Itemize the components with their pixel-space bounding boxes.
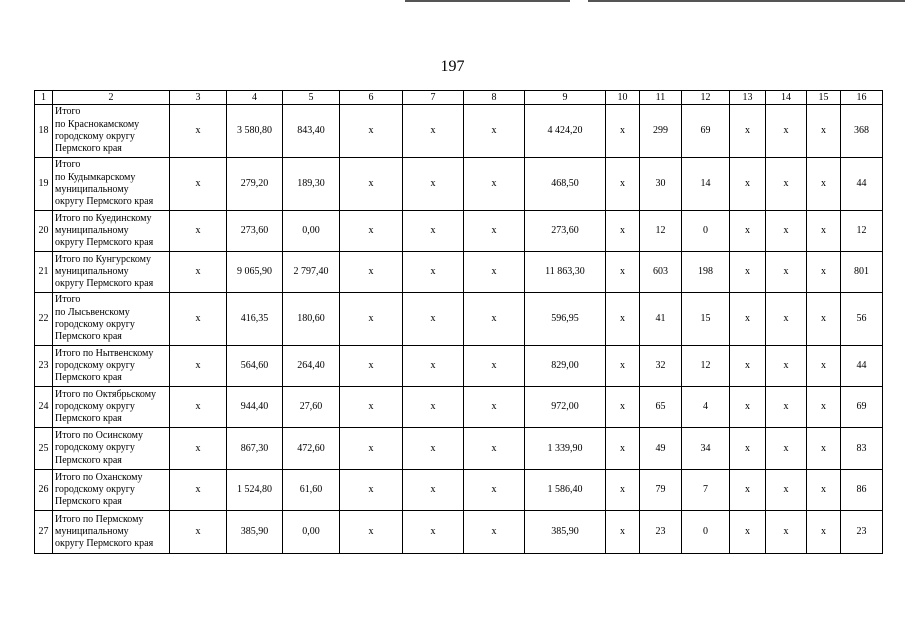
table-cell: 468,50 xyxy=(525,158,606,211)
table-cell: x xyxy=(403,252,464,293)
table-cell: 4 424,20 xyxy=(525,105,606,158)
table-cell: x xyxy=(766,252,807,293)
row-name-cell: Итого по Октябрьскому городскому округу Пермского края xyxy=(53,387,170,428)
table-cell: x xyxy=(766,470,807,511)
top-rule-left xyxy=(405,0,570,2)
table-cell: 69 xyxy=(682,105,730,158)
column-header-4: 4 xyxy=(227,91,283,105)
table-cell: x xyxy=(807,387,841,428)
table-cell: x xyxy=(606,387,640,428)
table-cell: x xyxy=(403,293,464,346)
row-name-cell: Итого по Лысьвенскому городскому округу Пермского края xyxy=(53,293,170,346)
table-cell: 12 xyxy=(682,346,730,387)
table-cell: 368 xyxy=(841,105,883,158)
table-cell: 83 xyxy=(841,428,883,470)
table-cell: 0,00 xyxy=(283,211,340,252)
row-number-cell: 27 xyxy=(35,511,53,554)
table-cell: x xyxy=(170,346,227,387)
table-cell: 56 xyxy=(841,293,883,346)
table-cell: 972,00 xyxy=(525,387,606,428)
table-row xyxy=(35,105,883,158)
table-row xyxy=(35,252,883,293)
page-number: 197 xyxy=(440,58,465,75)
table-cell: x xyxy=(766,293,807,346)
row-number-cell: 25 xyxy=(35,428,53,470)
table-cell: x xyxy=(730,428,766,470)
table-cell: x xyxy=(403,105,464,158)
table-cell: 79 xyxy=(640,470,682,511)
table-cell: 279,20 xyxy=(227,158,283,211)
table-cell: x xyxy=(807,211,841,252)
table-row xyxy=(35,511,883,554)
row-number-cell: 21 xyxy=(35,252,53,293)
table-cell: 603 xyxy=(640,252,682,293)
table-cell: 86 xyxy=(841,470,883,511)
table-cell: 198 xyxy=(682,252,730,293)
table-cell: x xyxy=(340,346,403,387)
table-cell: x xyxy=(606,211,640,252)
table-cell: 801 xyxy=(841,252,883,293)
table-cell: x xyxy=(807,158,841,211)
table-row xyxy=(35,387,883,428)
table-cell: x xyxy=(730,470,766,511)
table-cell: x xyxy=(766,428,807,470)
table-cell: 0 xyxy=(682,211,730,252)
table-cell: 273,60 xyxy=(525,211,606,252)
table-cell: x xyxy=(170,511,227,554)
table-cell: 180,60 xyxy=(283,293,340,346)
table-cell: x xyxy=(807,252,841,293)
column-header-1: 1 xyxy=(35,91,53,105)
table-cell: x xyxy=(730,387,766,428)
row-number-cell: 23 xyxy=(35,346,53,387)
table-cell: 189,30 xyxy=(283,158,340,211)
table-cell: x xyxy=(766,387,807,428)
table-cell: 299 xyxy=(640,105,682,158)
table-cell: x xyxy=(464,252,525,293)
table-cell: x xyxy=(730,211,766,252)
table-cell: x xyxy=(730,105,766,158)
column-header-16: 16 xyxy=(841,91,883,105)
table-cell: x xyxy=(340,511,403,554)
column-header-15: 15 xyxy=(807,91,841,105)
table-cell: 61,60 xyxy=(283,470,340,511)
table-cell: x xyxy=(403,387,464,428)
data-table xyxy=(34,90,883,554)
table-cell: 23 xyxy=(841,511,883,554)
table-cell: x xyxy=(464,293,525,346)
table-cell: x xyxy=(766,158,807,211)
table-row xyxy=(35,211,883,252)
table-cell: x xyxy=(340,211,403,252)
table-cell: 867,30 xyxy=(227,428,283,470)
column-header-3: 3 xyxy=(170,91,227,105)
table-cell: 15 xyxy=(682,293,730,346)
table-cell: 1 524,80 xyxy=(227,470,283,511)
table-cell: x xyxy=(807,293,841,346)
table-cell: x xyxy=(403,428,464,470)
table-cell: 0 xyxy=(682,511,730,554)
table-cell: x xyxy=(170,252,227,293)
table-cell: x xyxy=(807,428,841,470)
table-cell: x xyxy=(606,158,640,211)
table-cell: x xyxy=(730,293,766,346)
table-cell: 34 xyxy=(682,428,730,470)
row-number-cell: 22 xyxy=(35,293,53,346)
row-number-cell: 24 xyxy=(35,387,53,428)
header-row xyxy=(35,91,883,105)
table-cell: x xyxy=(403,470,464,511)
table-cell: 1 586,40 xyxy=(525,470,606,511)
table-cell: x xyxy=(170,387,227,428)
table-cell: 27,60 xyxy=(283,387,340,428)
table-row xyxy=(35,346,883,387)
column-header-11: 11 xyxy=(640,91,682,105)
table-cell: 7 xyxy=(682,470,730,511)
table-cell: 273,60 xyxy=(227,211,283,252)
table-cell: x xyxy=(464,105,525,158)
table-cell: x xyxy=(606,346,640,387)
row-number-cell: 18 xyxy=(35,105,53,158)
table-cell: x xyxy=(606,428,640,470)
table-cell: 32 xyxy=(640,346,682,387)
table-cell: 14 xyxy=(682,158,730,211)
table-cell: 23 xyxy=(640,511,682,554)
table-cell: x xyxy=(403,346,464,387)
table-cell: 385,90 xyxy=(227,511,283,554)
column-header-13: 13 xyxy=(730,91,766,105)
table-cell: x xyxy=(606,470,640,511)
table-cell: x xyxy=(340,252,403,293)
table-cell: 49 xyxy=(640,428,682,470)
table-cell: 44 xyxy=(841,158,883,211)
table-cell: x xyxy=(340,387,403,428)
table-cell: x xyxy=(403,511,464,554)
column-header-7: 7 xyxy=(403,91,464,105)
table-cell: x xyxy=(807,511,841,554)
table-cell: 1 339,90 xyxy=(525,428,606,470)
table-cell: x xyxy=(403,211,464,252)
table-cell: x xyxy=(340,105,403,158)
table-cell: 3 580,80 xyxy=(227,105,283,158)
row-name-cell: Итого по Пермскому муниципальному округу Пермского края xyxy=(53,511,170,554)
table-row xyxy=(35,428,883,470)
row-number-cell: 19 xyxy=(35,158,53,211)
table-cell: x xyxy=(606,293,640,346)
table-cell: x xyxy=(464,470,525,511)
table-cell: x xyxy=(766,511,807,554)
table-cell: x xyxy=(606,105,640,158)
table-cell: x xyxy=(464,158,525,211)
table-cell: x xyxy=(170,428,227,470)
table-cell: x xyxy=(340,428,403,470)
table-cell: 264,40 xyxy=(283,346,340,387)
column-header-10: 10 xyxy=(606,91,640,105)
table-cell: x xyxy=(340,293,403,346)
table-cell: x xyxy=(807,470,841,511)
table-cell: x xyxy=(766,211,807,252)
table-cell: x xyxy=(766,105,807,158)
table-cell: 12 xyxy=(640,211,682,252)
table-cell: x xyxy=(464,428,525,470)
table-cell: x xyxy=(170,211,227,252)
row-name-cell: Итого по Нытвенскому городскому округу Пермского края xyxy=(53,346,170,387)
table-cell: x xyxy=(464,346,525,387)
table-cell: x xyxy=(730,252,766,293)
table-cell: x xyxy=(464,387,525,428)
table-cell: x xyxy=(606,511,640,554)
table-cell: x xyxy=(807,105,841,158)
table-cell: 4 xyxy=(682,387,730,428)
row-name-cell: Итого по Краснокамскому городскому округу Пермского края xyxy=(53,105,170,158)
row-name-cell: Итого по Куединскому муниципальному округу Пермского края xyxy=(53,211,170,252)
column-header-14: 14 xyxy=(766,91,807,105)
table-row xyxy=(35,158,883,211)
table-cell: 829,00 xyxy=(525,346,606,387)
table-cell: 65 xyxy=(640,387,682,428)
table-cell: x xyxy=(730,346,766,387)
column-header-2: 2 xyxy=(53,91,170,105)
table-row xyxy=(35,293,883,346)
table-cell: 30 xyxy=(640,158,682,211)
table-cell: x xyxy=(606,252,640,293)
row-name-cell: Итого по Осинскому городскому округу Пермского края xyxy=(53,428,170,470)
table-cell: 564,60 xyxy=(227,346,283,387)
table-row xyxy=(35,470,883,511)
column-header-8: 8 xyxy=(464,91,525,105)
table-cell: 44 xyxy=(841,346,883,387)
row-name-cell: Итого по Оханскому городскому округу Пермского края xyxy=(53,470,170,511)
table-cell: 944,40 xyxy=(227,387,283,428)
column-header-9: 9 xyxy=(525,91,606,105)
table-cell: 843,40 xyxy=(283,105,340,158)
table-cell: 9 065,90 xyxy=(227,252,283,293)
table-cell: 596,95 xyxy=(525,293,606,346)
table-cell: 11 863,30 xyxy=(525,252,606,293)
column-header-12: 12 xyxy=(682,91,730,105)
table-cell: 385,90 xyxy=(525,511,606,554)
table-cell: 0,00 xyxy=(283,511,340,554)
table-cell: x xyxy=(340,158,403,211)
table-cell: x xyxy=(170,470,227,511)
column-header-5: 5 xyxy=(283,91,340,105)
table-cell: 12 xyxy=(841,211,883,252)
row-name-cell: Итого по Кудымкарскому муниципальному округу Пермского края xyxy=(53,158,170,211)
table-cell: x xyxy=(170,158,227,211)
table-cell: x xyxy=(340,470,403,511)
table-cell: x xyxy=(170,105,227,158)
table-cell: 41 xyxy=(640,293,682,346)
row-number-cell: 20 xyxy=(35,211,53,252)
table-cell: 416,35 xyxy=(227,293,283,346)
table-cell: x xyxy=(807,346,841,387)
table-cell: x xyxy=(730,511,766,554)
table-cell: x xyxy=(464,211,525,252)
table-cell: x xyxy=(403,158,464,211)
table-cell: x xyxy=(170,293,227,346)
table-cell: 472,60 xyxy=(283,428,340,470)
row-number-cell: 26 xyxy=(35,470,53,511)
column-header-6: 6 xyxy=(340,91,403,105)
row-name-cell: Итого по Кунгурскому муниципальному округу Пермского края xyxy=(53,252,170,293)
top-rule-right xyxy=(588,0,905,2)
table-cell: x xyxy=(730,158,766,211)
table-cell: x xyxy=(766,346,807,387)
table-cell: x xyxy=(464,511,525,554)
table-cell: 2 797,40 xyxy=(283,252,340,293)
table-cell: 69 xyxy=(841,387,883,428)
